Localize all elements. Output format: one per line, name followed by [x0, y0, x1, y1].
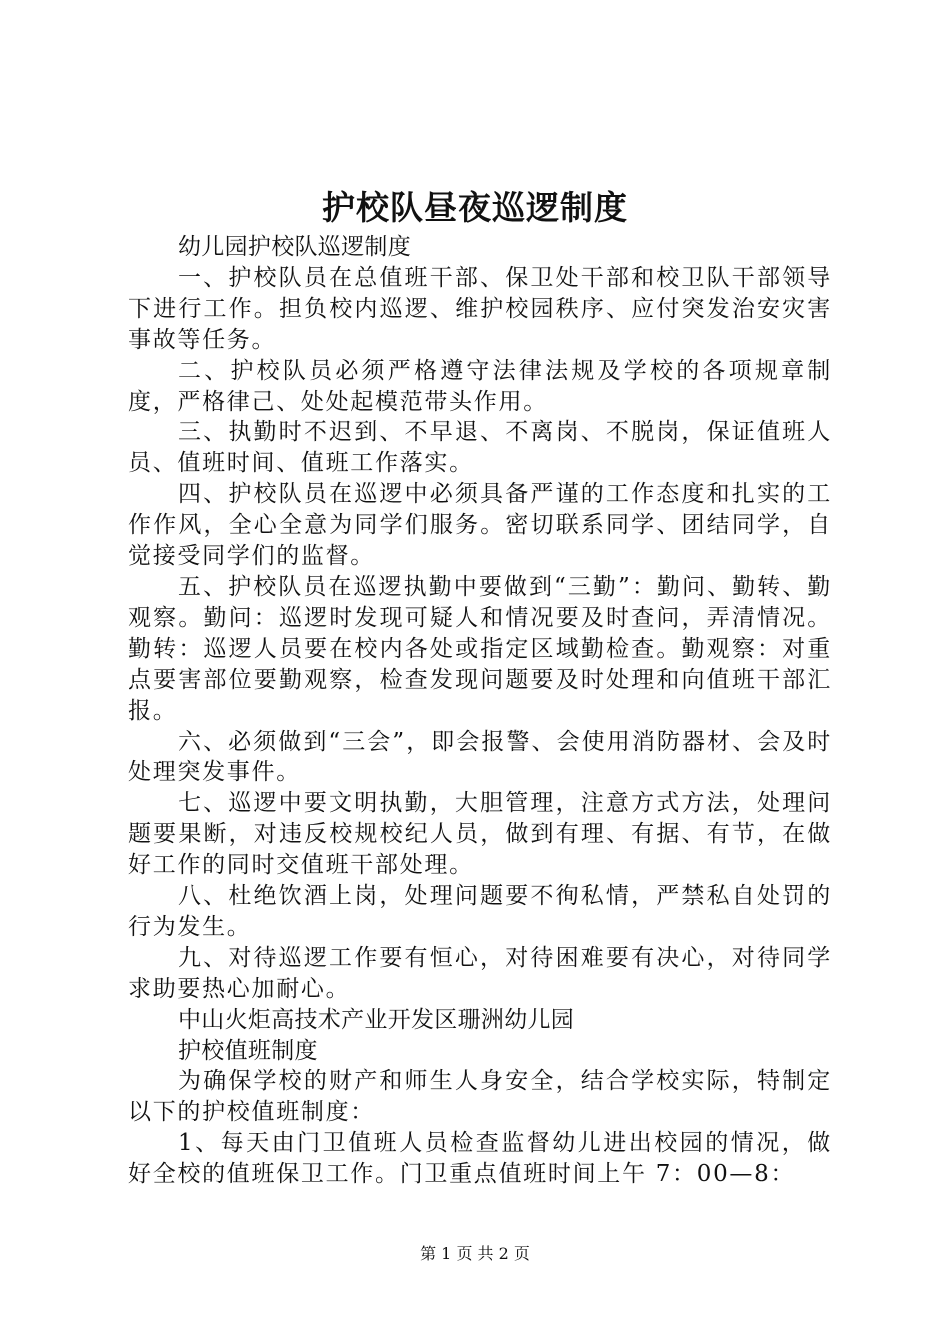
rule-paragraph-6: 六、必须做到“三会”，即会报警、会使用消防器材、会及时处理突发事件。 [128, 728, 832, 786]
duty-intro-paragraph: 为确保学校的财产和师生人身安全，结合学校实际，特制定以下的护校值班制度： [128, 1068, 832, 1126]
section-heading-patrol: 幼儿园护校队巡逻制度 [178, 234, 411, 260]
duty-rule-paragraph-1: 1、每天由门卫值班人员检查监督幼儿进出校园的情况，做好全校的值班保卫工作。门卫重点值班时间上午 7：00—8： [128, 1130, 832, 1188]
section-heading-duty: 护校值班制度 [178, 1037, 318, 1064]
rule-paragraph-7: 七、巡逻中要文明执勤，大胆管理，注意方式方法，处理问题要果断，对违反校规校纪人员，做到有理、有据、有节，在做好工作的同时交值班干部处理。 [128, 790, 832, 879]
document-body [128, 232, 832, 1190]
rule-paragraph-1: 一、护校队员在总值班干部、保卫处干部和校卫队干部领导下进行工作。担负校内巡逻、维护校园秩序、应付突发治安灾害事故等任务。 [128, 264, 832, 353]
rule-paragraph-5: 五、护校队员在巡逻执勤中要做到“三勤”：勤问、勤转、勤观察。勤问：巡逻时发现可疑人和情况要及时查问，弄清情况。勤转：巡逻人员要在校内各处或指定区域勤检查。勤观察：对重点要害部位要勤观察，检查发现问题要及时处理和向值班干部汇报。 [128, 573, 832, 724]
document-title: 护校队昼夜巡逻制度 [322, 188, 628, 227]
school-name: 中山火炬高技术产业开发区珊洲幼儿园 [178, 1006, 575, 1033]
rule-paragraph-8: 八、杜绝饮酒上岗，处理问题要不徇私情，严禁私自处罚的行为发生。 [128, 883, 832, 940]
page-number-footer: 第 1 页 共 2 页 [420, 1244, 530, 1263]
rule-paragraph-3: 三、执勤时不迟到、不早退、不离岗、不脱岗，保证值班人员、值班时间、值班工作落实。 [128, 419, 832, 477]
rule-paragraph-2: 二、护校队员必须严格遵守法律法规及学校的各项规章制度，严格律己、处处起模范带头作用。 [128, 357, 832, 415]
rule-paragraph-9: 九、对待巡逻工作要有恒心，对待困难要有决心，对待同学求助要热心加耐心。 [128, 944, 832, 1002]
rule-paragraph-4: 四、护校队员在巡逻中必须具备严谨的工作态度和扎实的工作作风，全心全意为同学们服务。密切联系同学、团结同学，自觉接受同学们的监督。 [128, 481, 832, 570]
